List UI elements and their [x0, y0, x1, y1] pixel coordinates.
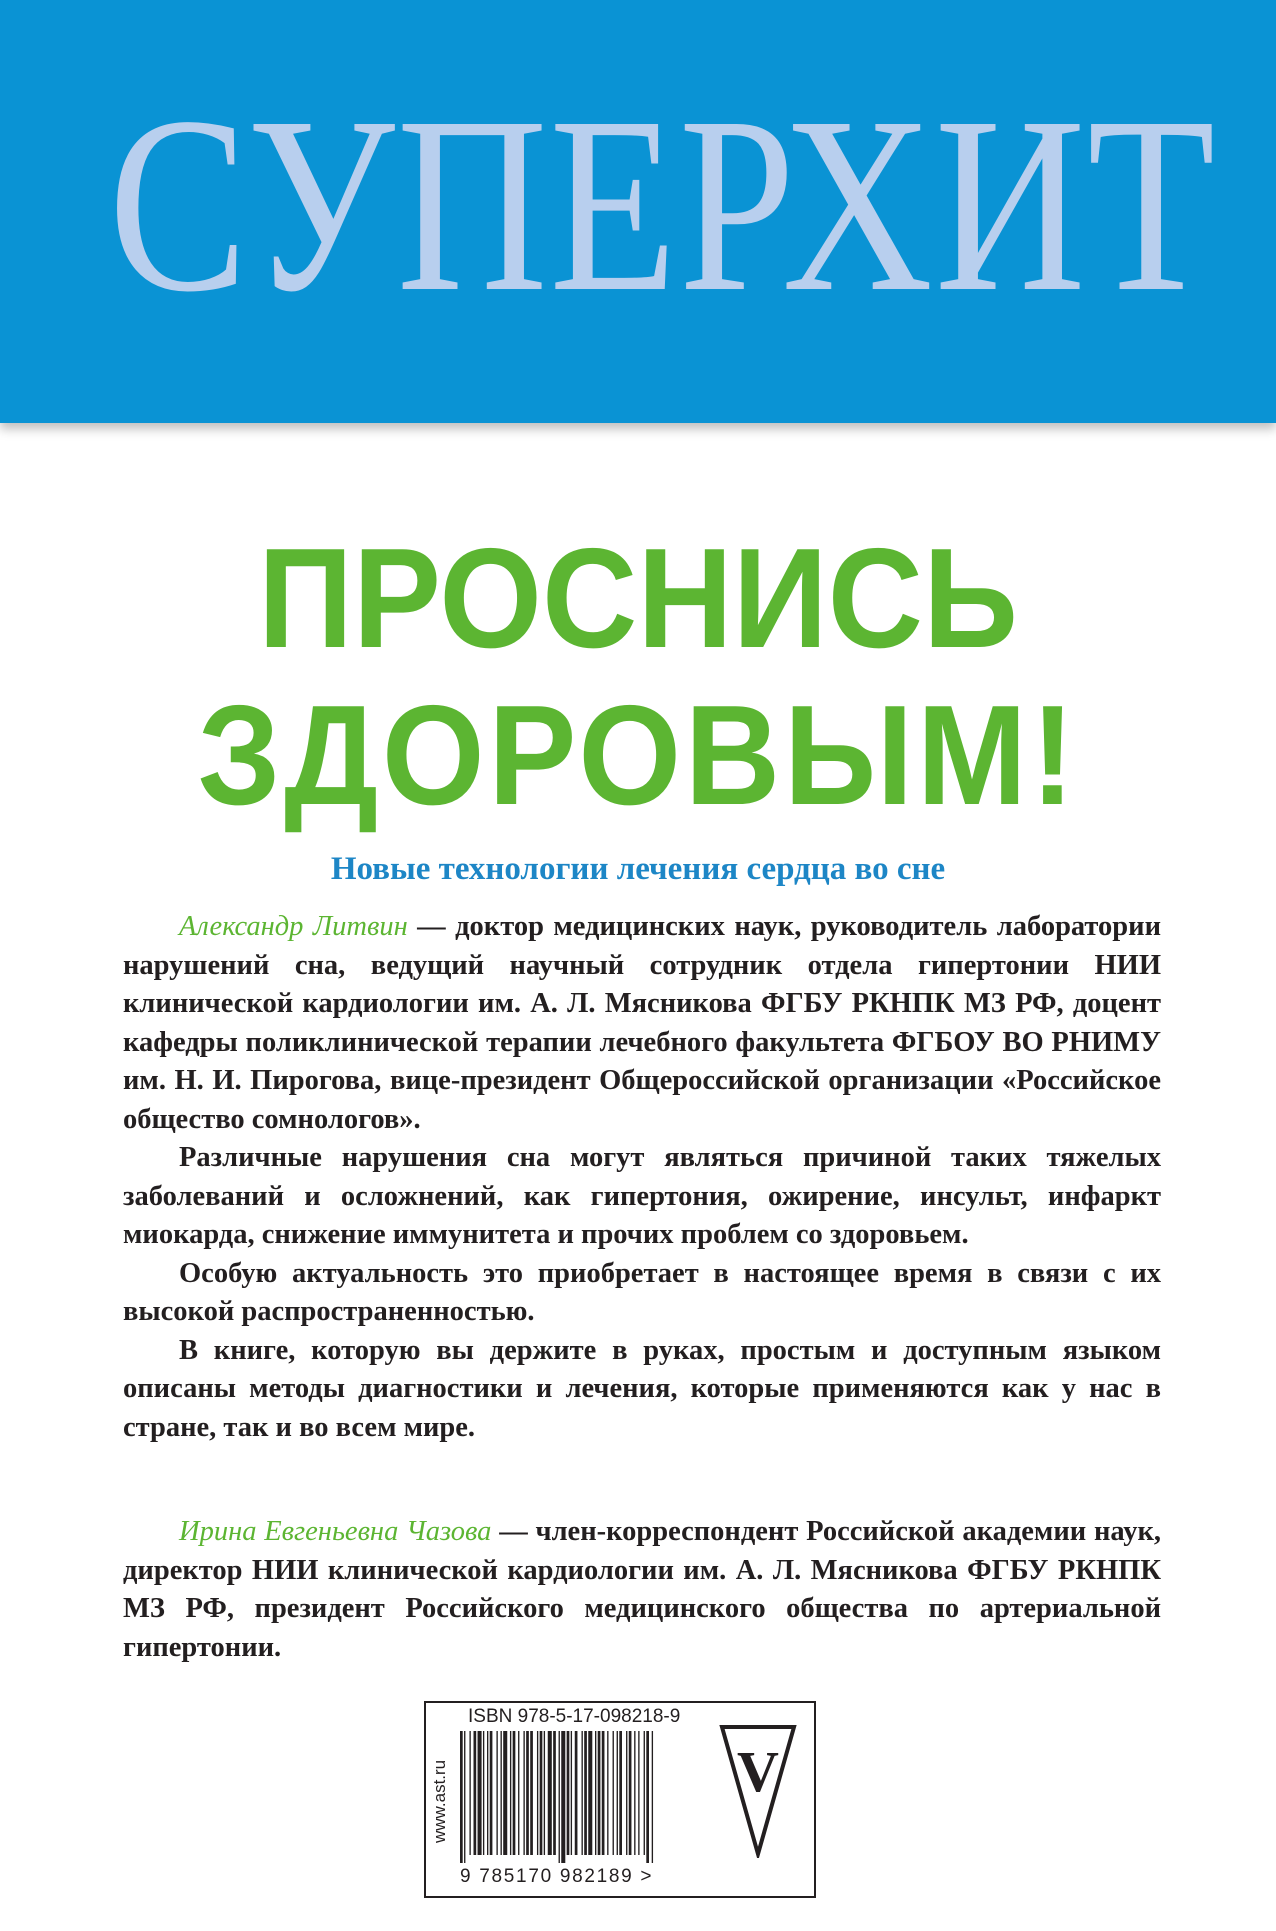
reviewer-bio-paragraph	[123, 1513, 1161, 1667]
barcode-bar	[483, 1731, 484, 1855]
barcode-bar	[595, 1731, 596, 1855]
author-name: Александр Литвин	[179, 911, 408, 942]
series-banner	[0, 0, 1276, 423]
barcode-bar	[553, 1731, 556, 1855]
barcode-bar	[582, 1731, 583, 1855]
publisher-site: www.ast.ru	[430, 1759, 449, 1843]
barcode-bar	[478, 1731, 482, 1855]
book-title-line-1: ПРОСНИСЬ	[258, 519, 1018, 678]
barcode-bar	[464, 1731, 465, 1863]
book-title-line-2: ЗДОРОВЫМ!	[197, 676, 1079, 835]
barcode-bar	[559, 1731, 560, 1863]
barcode-bar	[638, 1731, 639, 1855]
barcode-bar	[634, 1731, 635, 1855]
barcode-bar	[501, 1731, 502, 1855]
barcode-bar	[496, 1731, 497, 1855]
barcode-bar	[598, 1731, 601, 1855]
barcode-bar	[626, 1731, 627, 1855]
barcode-bar	[584, 1731, 587, 1855]
barcode-bar	[544, 1731, 545, 1855]
book-subtitle: Новые технологии лечения сердца во сне	[330, 851, 946, 887]
reviewer-text	[123, 1513, 1161, 1667]
barcode-bar	[613, 1731, 614, 1855]
barcode-bar	[526, 1731, 529, 1855]
barcode-bar	[588, 1731, 592, 1855]
barcode-bar	[646, 1731, 649, 1863]
publisher-logo-icon	[718, 1723, 798, 1858]
barcode-bar	[510, 1731, 511, 1855]
barcode-bar	[474, 1731, 477, 1855]
barcode-bar	[460, 1731, 463, 1863]
annotation-paragraph: В книге, которую вы держите в руках, простым и доступным языком описаны методы диагностики и лечения, которые применяются как у нас в стране, так и во всем мире.	[123, 1334, 1161, 1443]
barcode-bar	[629, 1731, 632, 1855]
annotation-paragraph: Особую актуальность это приобретает в настоящее время в связи с их высокой распространенностью.	[123, 1257, 1161, 1327]
reviewer-bio: — член-корреспондент Российской академии наук, директор НИИ клинической кардиологии им. А. Л. Мясникова ФГБУ РКНПК МЗ РФ, президент Российского медицинского общества по артериальной гипертонии.	[123, 1516, 1161, 1663]
barcode-bar	[567, 1731, 570, 1855]
barcode-bar	[503, 1731, 507, 1855]
barcode-bar	[571, 1731, 572, 1855]
barcode-bar	[537, 1731, 538, 1855]
series-title: СУПЕРХИТ	[108, 64, 1217, 344]
barcode-bar	[518, 1731, 519, 1855]
annotation-text	[123, 908, 1161, 1447]
reviewer-name: Ирина Евгеньевна Чазова	[179, 1516, 492, 1547]
author-bio-paragraph	[123, 908, 1161, 1139]
barcode-bar	[523, 1731, 524, 1855]
barcode-box	[424, 1701, 816, 1898]
barcode-bar	[490, 1731, 493, 1855]
barcode-bar	[644, 1731, 645, 1855]
barcode-digits: 9 785170 982189 >	[460, 1866, 654, 1887]
barcode-bar	[619, 1731, 622, 1855]
barcode-bar	[487, 1731, 488, 1855]
barcode-bar	[607, 1731, 608, 1855]
author-bio: — доктор медицинских наук, руководитель лаборатории нарушений сна, ведущий научный сотрудник отдела гипертонии НИИ клинической кардиологии им. А. Л. Мясникова ФГБУ РКНПК МЗ РФ, доцент кафедры поликлинической терапии лечебного факультета ФГБОУ ВО РНИМУ им. Н. И. Пирогова, вице-президент Общероссийской организации «Российское общество сомнологов».	[123, 911, 1161, 1135]
barcode-bar	[652, 1731, 653, 1863]
barcode-bar	[469, 1731, 470, 1855]
barcode-bar	[617, 1731, 618, 1855]
barcode-bar	[513, 1731, 516, 1855]
barcode-bar	[575, 1731, 578, 1855]
annotation-paragraph: Различные нарушения сна могут являться причиной таких тяжелых заболеваний и осложнений, как гипертония, ожирение, инсульт, инфаркт миокарда, снижение иммунитета и прочих проблем со здоровьем.	[123, 1142, 1161, 1250]
barcode-bar	[548, 1731, 552, 1855]
barcode-bar	[602, 1731, 605, 1855]
publisher-mark: V	[737, 1739, 779, 1804]
barcode-bar	[540, 1731, 543, 1855]
barcode-bar	[561, 1731, 565, 1863]
barcode-icon	[460, 1731, 710, 1863]
barcode-bar	[530, 1731, 533, 1855]
isbn-label: ISBN 978-5-17-098218-9	[468, 1706, 681, 1727]
